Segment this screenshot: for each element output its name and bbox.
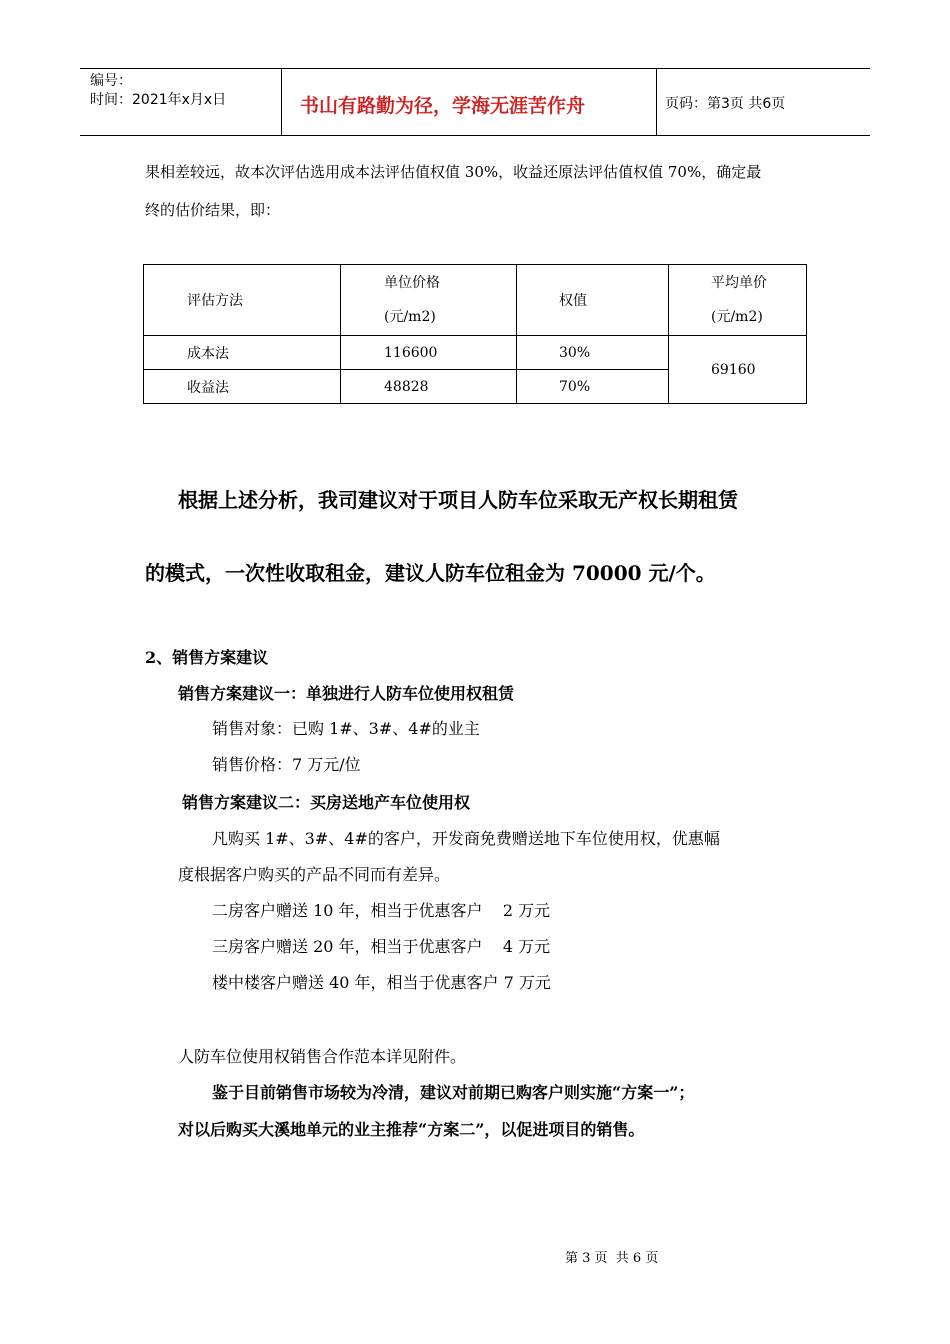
section-2-title: 2、销售方案建议 (145, 648, 269, 667)
gift-duplex: 楼中楼客户赠送 40 年，相当于优惠客户 7 万元 (212, 973, 551, 992)
row-unit-price: 48828 (384, 378, 429, 395)
header-page-info: 页码：第3页 共6页 (665, 96, 786, 112)
valuation-table (143, 264, 807, 404)
table-header-row (144, 265, 807, 336)
attachment-note: 人防车位使用权销售合作范本详见附件。 (178, 1047, 467, 1066)
header-divider-right (656, 68, 657, 136)
header-top-rule (80, 68, 870, 69)
plan-1-target: 销售对象：已购 1#、3#、4#的业主 (212, 719, 480, 738)
intro-line-2: 终的估价结果，即： (145, 201, 281, 219)
plan-2-description-line-1: 凡购买 1#、3#、4#的客户，开发商免费赠送地下车位使用权，优惠幅 (212, 829, 720, 848)
header-average-price: 平均单价 (711, 275, 767, 291)
header-unit-price: 单位价格 (384, 275, 440, 291)
row-weight: 70% (559, 378, 591, 395)
row-weight: 30% (559, 344, 591, 361)
header-method: 评估方法 (187, 293, 243, 309)
recommendation-line-2: 对以后购买大溪地单元的业主推荐“方案二”，以促进项目的销售。 (178, 1120, 645, 1139)
header-average-price-unit: (元/m2) (711, 309, 763, 325)
row-unit-price: 116600 (384, 344, 438, 361)
conclusion-line-1: 根据上述分析，我司建议对于项目人防车位采取无产权长期租赁 (178, 488, 738, 512)
plan-1-price: 销售价格：7 万元/位 (212, 755, 361, 774)
plan-1-title: 销售方案建议一：单独进行人防车位使用权租赁 (178, 684, 515, 703)
header-divider-left (281, 68, 282, 136)
document-time-label: 时间：2021年x月x日 (90, 92, 227, 108)
header-unit-price-unit: (元/m2) (384, 309, 436, 325)
intro-line-1: 果相差较远，故本次评估选用成本法评估值权值 30%，收益还原法评估值权值 70%，确定最 (145, 163, 762, 181)
header-bottom-rule (80, 135, 870, 136)
conclusion-line-2: 的模式，一次性收取租金，建议人防车位租金为 70000 元/个。 (145, 561, 716, 585)
footer-page-number: 第 3 页 共 6 页 (565, 1251, 659, 1266)
plan-2-description-line-2: 度根据客户购买的产品不同而有差异。 (178, 865, 451, 884)
gift-three-room: 三房客户赠送 20 年，相当于优惠客户 4 万元 (212, 937, 551, 956)
average-price-value: 69160 (711, 361, 756, 378)
recommendation-line-1: 鉴于目前销售市场较为冷清，建议对前期已购客户则实施“方案一”； (212, 1083, 695, 1102)
plan-2-title: 销售方案建议二：买房送地产车位使用权 (182, 793, 471, 812)
header-motto: 书山有路勤为径，学海无涯苦作舟 (300, 95, 586, 117)
row-method: 收益法 (187, 379, 229, 396)
document-number-label: 编号： (90, 73, 132, 89)
header-weight: 权值 (559, 293, 587, 309)
row-method: 成本法 (187, 345, 229, 362)
table-row (144, 336, 807, 370)
gift-two-room: 二房客户赠送 10 年，相当于优惠客户 2 万元 (212, 901, 551, 920)
